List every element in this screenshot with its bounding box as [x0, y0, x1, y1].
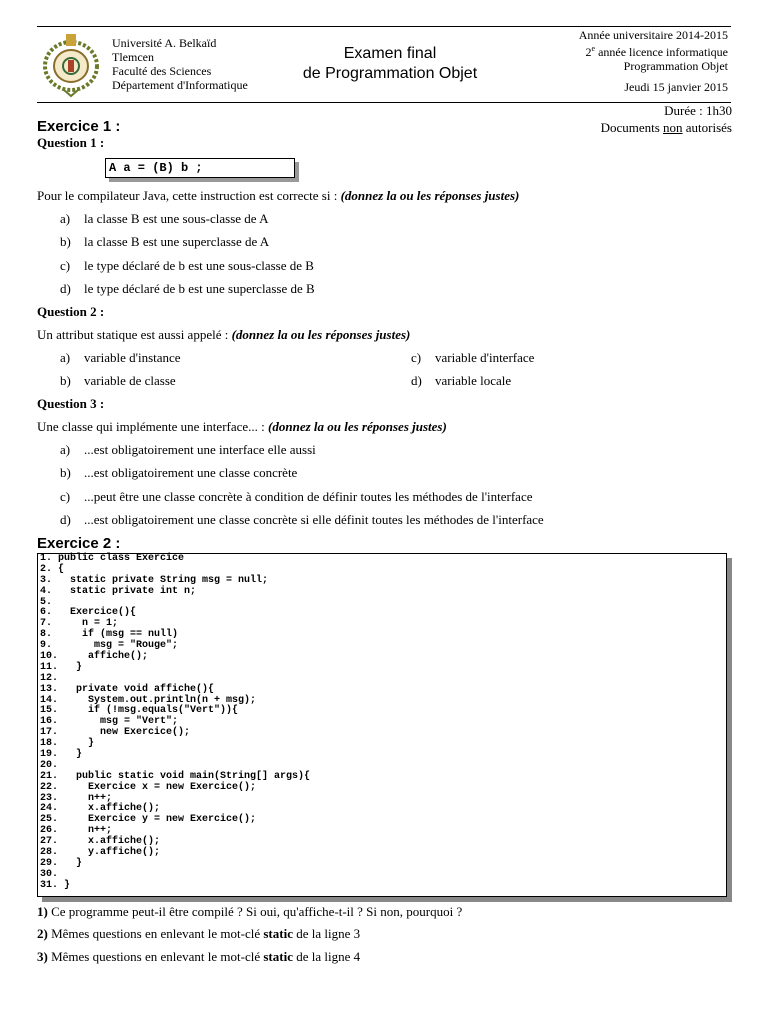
option-text: variable d'instance — [84, 350, 181, 365]
code-line: 27. x.affiche(); — [40, 836, 161, 848]
exercise2-question-3 — [37, 949, 360, 965]
code-line: 1. public class Exercice — [40, 553, 185, 564]
department-name: Département d'Informatique — [112, 78, 248, 92]
study-level-number: 2 — [585, 45, 592, 59]
option-letter: d) — [60, 512, 71, 527]
question-text: Ce programme peut-il être compilé ? Si oui, qu'affiche-t-il ? Si non, pourquoi ? — [47, 904, 463, 919]
course-name: Programmation Objet — [623, 59, 728, 73]
exercise2-question-1 — [37, 904, 462, 920]
code-line: 26. n++; — [40, 825, 113, 837]
university-name: Université A. Belkaïd — [112, 36, 217, 50]
option-letter: a) — [60, 350, 71, 365]
question2-option-a — [60, 350, 181, 366]
documents-note — [601, 120, 732, 136]
question-text: Mêmes questions en enlevant le mot-clé — [47, 926, 264, 941]
study-level-text: année licence informatique — [595, 45, 728, 59]
code-line: 8. if (msg == null) — [40, 629, 179, 641]
option-text: la classe B est une sous-classe de A — [84, 211, 269, 226]
option-text: ...est obligatoirement une interface elle aussi — [84, 442, 316, 457]
code-line: 12. — [40, 672, 59, 684]
question1-prompt-text: Pour le compilateur Java, cette instruction est correcte si : — [37, 188, 341, 203]
question1-option-c — [60, 258, 314, 274]
code-line: 18. } — [40, 738, 95, 750]
option-letter: a) — [60, 211, 71, 226]
question1-code: A a = (B) b ; — [109, 161, 203, 175]
question3-prompt-text: Une classe qui implémente une interface... : — [37, 419, 269, 434]
exam-title-line2: de Programmation Objet — [302, 65, 478, 82]
university-logo — [38, 30, 104, 98]
question-text-end: de la ligne 3 — [292, 926, 361, 941]
code-line: 16. msg = "Vert"; — [40, 716, 179, 728]
faculty-name: Faculté des Sciences — [112, 64, 212, 78]
code-line: 4. static private int n; — [40, 585, 197, 597]
duration: Durée : 1h30 — [664, 103, 732, 118]
question2-option-b — [60, 373, 176, 389]
study-level-suffix: e — [591, 44, 596, 53]
question1-hint: (donnez la ou les réponses justes) — [340, 188, 520, 203]
code-line: 3. static private String msg = null; — [40, 574, 269, 586]
university-info — [112, 36, 248, 92]
question3-option-d — [60, 512, 544, 528]
option-text: variable locale — [435, 373, 512, 388]
question3-option-b — [60, 465, 297, 481]
documents-note-post: autorisés — [682, 120, 732, 135]
question1-option-b — [60, 234, 269, 250]
documents-note-non: non — [663, 120, 683, 135]
option-text: la classe B est une superclasse de A — [84, 234, 270, 249]
code-line: 24. x.affiche(); — [40, 803, 161, 815]
question-keyword: static — [263, 926, 293, 941]
question-keyword: static — [263, 949, 293, 964]
exercise2-question-2 — [37, 926, 360, 942]
code-line: 23. n++; — [40, 792, 113, 804]
question2-label: Question 2 : — [37, 304, 105, 319]
question3-prompt — [37, 419, 447, 435]
option-letter: b) — [60, 234, 71, 249]
study-level — [579, 42, 728, 59]
code-line: 28. y.affiche(); — [40, 847, 161, 859]
academic-year: Année universitaire 2014-2015 — [578, 28, 728, 42]
question1-option-d — [60, 281, 315, 297]
header-top-rule — [37, 26, 731, 27]
option-text: le type déclaré de b est une sous-classe de B — [84, 258, 314, 273]
code-line: 10. affiche(); — [40, 651, 149, 663]
code-line: 22. Exercice x = new Exercice(); — [40, 781, 257, 793]
option-letter: b) — [60, 465, 71, 480]
question2-hint: (donnez la ou les réponses justes) — [231, 327, 411, 342]
documents-note-pre: Documents — [600, 120, 664, 135]
code-line: 25. Exercice y = new Exercice(); — [40, 814, 257, 826]
question2-prompt — [37, 327, 410, 343]
code-line: 5. — [40, 596, 53, 608]
option-letter: c) — [411, 350, 422, 365]
code-line: 11. } — [40, 661, 83, 673]
option-letter: b) — [60, 373, 71, 388]
option-text: ...est obligatoirement une classe concrète si elle définit toutes les méthodes de l'interface — [84, 512, 544, 527]
question2-option-c — [411, 350, 534, 366]
question1-label: Question 1 : — [37, 135, 105, 150]
option-text: le type déclaré de b est une superclasse de B — [84, 281, 315, 296]
code-line: 7. n = 1; — [40, 618, 119, 630]
question-number: 3) — [37, 949, 48, 964]
option-text: variable d'interface — [435, 350, 535, 365]
option-text: variable de classe — [84, 373, 176, 388]
question1-code-box — [105, 158, 295, 178]
university-city: Tlemcen — [112, 50, 154, 64]
question-text: Mêmes questions en enlevant le mot-clé — [47, 949, 264, 964]
question2-prompt-text: Un attribut statique est aussi appelé : — [37, 327, 232, 342]
exercise2-code-listing — [40, 554, 310, 892]
code-line: 6. Exercice(){ — [40, 607, 137, 619]
exercise2-code-box — [37, 553, 727, 897]
code-line: 30. — [40, 868, 59, 880]
option-letter: c) — [60, 258, 71, 273]
exercise2-title: Exercice 2 : — [37, 535, 121, 552]
code-line: 29. } — [40, 857, 83, 869]
question-number: 2) — [37, 926, 48, 941]
question1-prompt — [37, 188, 519, 204]
option-text: ...est obligatoirement une classe concrète — [84, 465, 298, 480]
code-line: 19. } — [40, 749, 83, 761]
question-text-end: de la ligne 4 — [292, 949, 361, 964]
course-info — [579, 28, 728, 94]
question2-option-d — [411, 373, 511, 389]
code-line: 31. } — [40, 879, 71, 891]
code-line: 15. if (!msg.equals("Vert")){ — [40, 705, 239, 717]
question3-hint: (donnez la ou les réponses justes) — [268, 419, 447, 434]
option-letter: d) — [60, 281, 71, 296]
option-letter: d) — [411, 373, 422, 388]
exam-title — [270, 44, 510, 84]
question3-option-a — [60, 442, 316, 458]
question3-option-c — [60, 489, 533, 505]
code-line: 20. — [40, 759, 59, 771]
exam-title-line1: Examen final — [343, 45, 437, 62]
option-letter: a) — [60, 442, 71, 457]
code-line: 13. private void affiche(){ — [40, 683, 215, 695]
code-line: 17. new Exercice(); — [40, 727, 191, 739]
code-line: 9. msg = "Rouge"; — [40, 640, 179, 652]
code-line: 14. System.out.println(n + msg); — [40, 694, 257, 706]
exam-date: Jeudi 15 janvier 2015 — [624, 80, 728, 94]
exercise1-title: Exercice 1 : — [37, 118, 121, 135]
question-number: 1) — [37, 904, 48, 919]
option-text: ...peut être une classe concrète à condition de définir toutes les méthodes de l'interface — [84, 489, 533, 504]
header-bottom-rule — [37, 102, 731, 103]
option-letter: c) — [60, 489, 71, 504]
question1-option-a — [60, 211, 268, 227]
question3-label: Question 3 : — [37, 396, 105, 411]
code-line: 21. public static void main(String[] args){ — [40, 770, 311, 782]
code-line: 2. { — [40, 563, 65, 575]
